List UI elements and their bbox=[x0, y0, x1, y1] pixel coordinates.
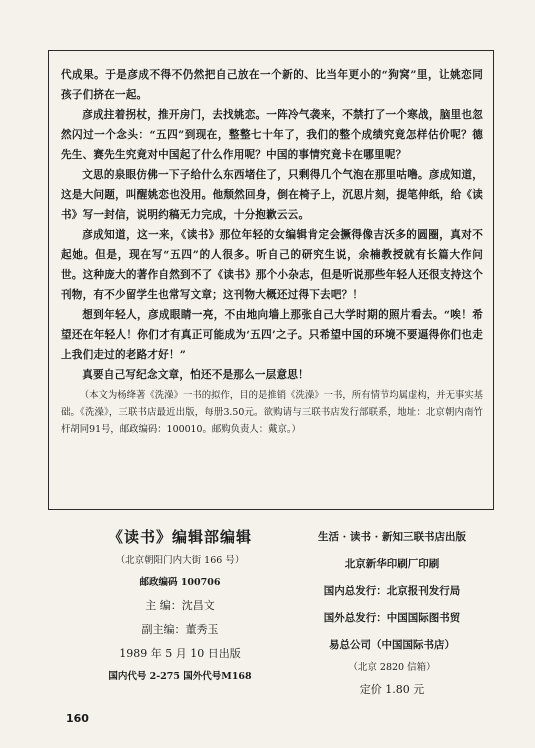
publisher-price: 定价 1.80 元 bbox=[359, 683, 425, 696]
article-frame bbox=[48, 50, 494, 510]
colophon-deputy-editor: 副主编：董秀玉 bbox=[141, 623, 219, 636]
colophon-address: （北京朝阳门内大街 166 号） bbox=[115, 555, 245, 566]
publisher-line-5: 易总公司（中国国际书店） bbox=[329, 639, 455, 651]
publisher-postbox: （北京 2820 信箱） bbox=[348, 662, 436, 673]
colophon-date: 1989 年 5 月 10 日出版 bbox=[119, 647, 241, 660]
page-number: 160 bbox=[66, 712, 89, 725]
publisher-line-3: 国内总发行：北京报刊发行局 bbox=[323, 585, 461, 597]
publisher-line-2: 北京新华印刷厂印刷 bbox=[344, 558, 440, 570]
body-paragraph-2: 彦成拄着拐杖，推开房门，去找姚恋。一阵冷气袭来，不禁打了一个寒战，脑里也忽然闪过一个念头：“五四”到现在，整整七十年了，我们的整个成绩究竟怎样估价呢？德先生、赛先生究竟对中国起了什么作用呢？中国的事情究竟卡在哪里呢？ bbox=[61, 109, 483, 161]
body-paragraph-6: 真要自己写纪念文章，怕还不是那么一层意思！ bbox=[82, 369, 309, 381]
article-note: （本文为杨绛著《洗澡》一书的拟作，目的是推销《洗澡》一书，所有情节均属虚构，并无事实基础。《洗澡》，三联书店最近出版，每册3.50元。欲购请与三联书店发行部联系，地址：北京朝内南竹杆胡同91号，邮政编码：100010。邮购负责人：戴京。） bbox=[61, 390, 483, 435]
colophon-title: 《读书》编辑部编辑 bbox=[107, 528, 252, 546]
publisher-line-4: 国外总发行：中国国际图书贸 bbox=[323, 612, 461, 624]
body-paragraph-4: 彦成知道，这一来，《读书》那位年轻的女编辑肯定会撅得像吉沃多的圆圈，真对不起她。但是，现在写“五四”的人很多。听自己的研究生说，余楠教授就有长篇大作问世。这种庞大的著作自然到不了《读书》那个小杂志，但是听说那些年轻人还很支持这个刊物，有不少留学生也常写文章；这刊物大概还过得下去吧？！ bbox=[61, 229, 483, 301]
colophon-postcode: 邮政编码 100706 bbox=[139, 577, 221, 588]
colophon-editorial bbox=[80, 524, 280, 688]
body-paragraph-3: 文思的泉眼仿佛一下子给什么东西堵住了，只剩得几个气泡在那里咕噜。彦成知道，这是大问题，叫醒姚恋也没用。他颓然回身，倒在椅子上，沉思片刻，提笔伸纸，给《读书》写一封信，说明约稿无力完成，十分抱歉云云。 bbox=[61, 169, 483, 221]
colophon-publisher bbox=[272, 524, 512, 703]
publisher-line-1: 生活 · 读书 · 新知三联书店出版 bbox=[318, 531, 466, 543]
colophon-editor: 主 编：沈昌文 bbox=[145, 599, 215, 612]
colophon-codes: 国内代号 2-275 国外代号M168 bbox=[108, 671, 252, 682]
body-paragraph-1: 代成果。于是彦成不得不仍然把自己放在一个新的、比当年更小的“狗窝”里，让姚恋同孩子们挤在一起。 bbox=[61, 69, 483, 101]
body-paragraph-5: 想到年轻人，彦成眼睛一亮，不由地向墙上那张自己大学时期的照片看去。“唉！希望还在年轻人！你们才有真正可能成为‘五四’之子。只希望中国的环境不要逼得你们也走上我们走过的老路才好！” bbox=[61, 309, 483, 361]
